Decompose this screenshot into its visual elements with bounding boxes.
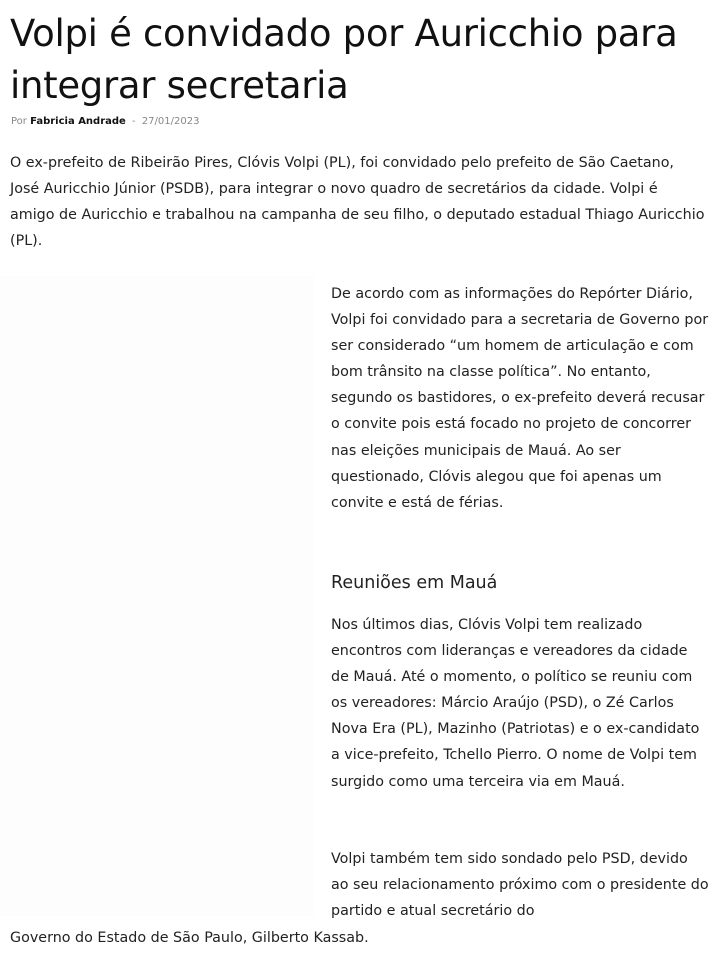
body-paragraph-1: De acordo com as informações do Repórter Diário, Volpi foi convidado para a secretaria de Governo por ser considerado “um homem de articulação e com bom trânsito na classe política”. No entanto, segundo os bastidores, o ex-prefeito deverá recusar o convite pois está focado no projeto de concorrer nas eleições municipais de Mauá. Ao ser questionado, Clóvis alegou que foi apenas um convite e está de férias. xyxy=(331,286,709,511)
byline-prefix: Por xyxy=(11,116,27,127)
author-name[interactable]: Fabricia Andrade xyxy=(30,116,126,127)
lead-paragraph: O ex-prefeito de Ribeirão Pires, Clóvis Volpi (PL), foi convidado pelo prefeito de São Caetano, José Auricchio Júnior (PSDB), para integrar o novo quadro de secretários da cidade. Volpi é amigo de Auricchio e trabalhou na campanha de seu filho, o deputado estadual Thiago Auricchio (PL). xyxy=(10,155,705,250)
publish-date: 27/01/2023 xyxy=(141,116,200,127)
byline-separator: - xyxy=(132,116,136,127)
article-title: Volpi é convidado por Auricchio para integrar secretaria xyxy=(10,12,678,107)
body-paragraph-3-continuation: Governo do Estado de São Paulo, Gilberto Kassab. xyxy=(10,930,369,946)
body-paragraph-2: Nos últimos dias, Clóvis Volpi tem realizado encontros com lideranças e vereadores da cidade de Mauá. Até o momento, o político se reuniu com os vereadores: Márcio Araújo (PSD), o Zé Carlos Nova Era (PL), Mazinho (Patriotas) e o ex-candidato a vice-prefeito, Tchello Pierro. O nome de Volpi tem surgido como uma terceira via em Mauá. xyxy=(331,617,700,790)
ad-placeholder xyxy=(0,276,314,916)
section-subheading: Reuniões em Mauá xyxy=(331,573,498,593)
byline xyxy=(11,114,199,130)
body-paragraph-3: Volpi também tem sido sondado pelo PSD, devido ao seu relacionamento próximo com o presidente do partido e atual secretário do xyxy=(331,851,709,920)
